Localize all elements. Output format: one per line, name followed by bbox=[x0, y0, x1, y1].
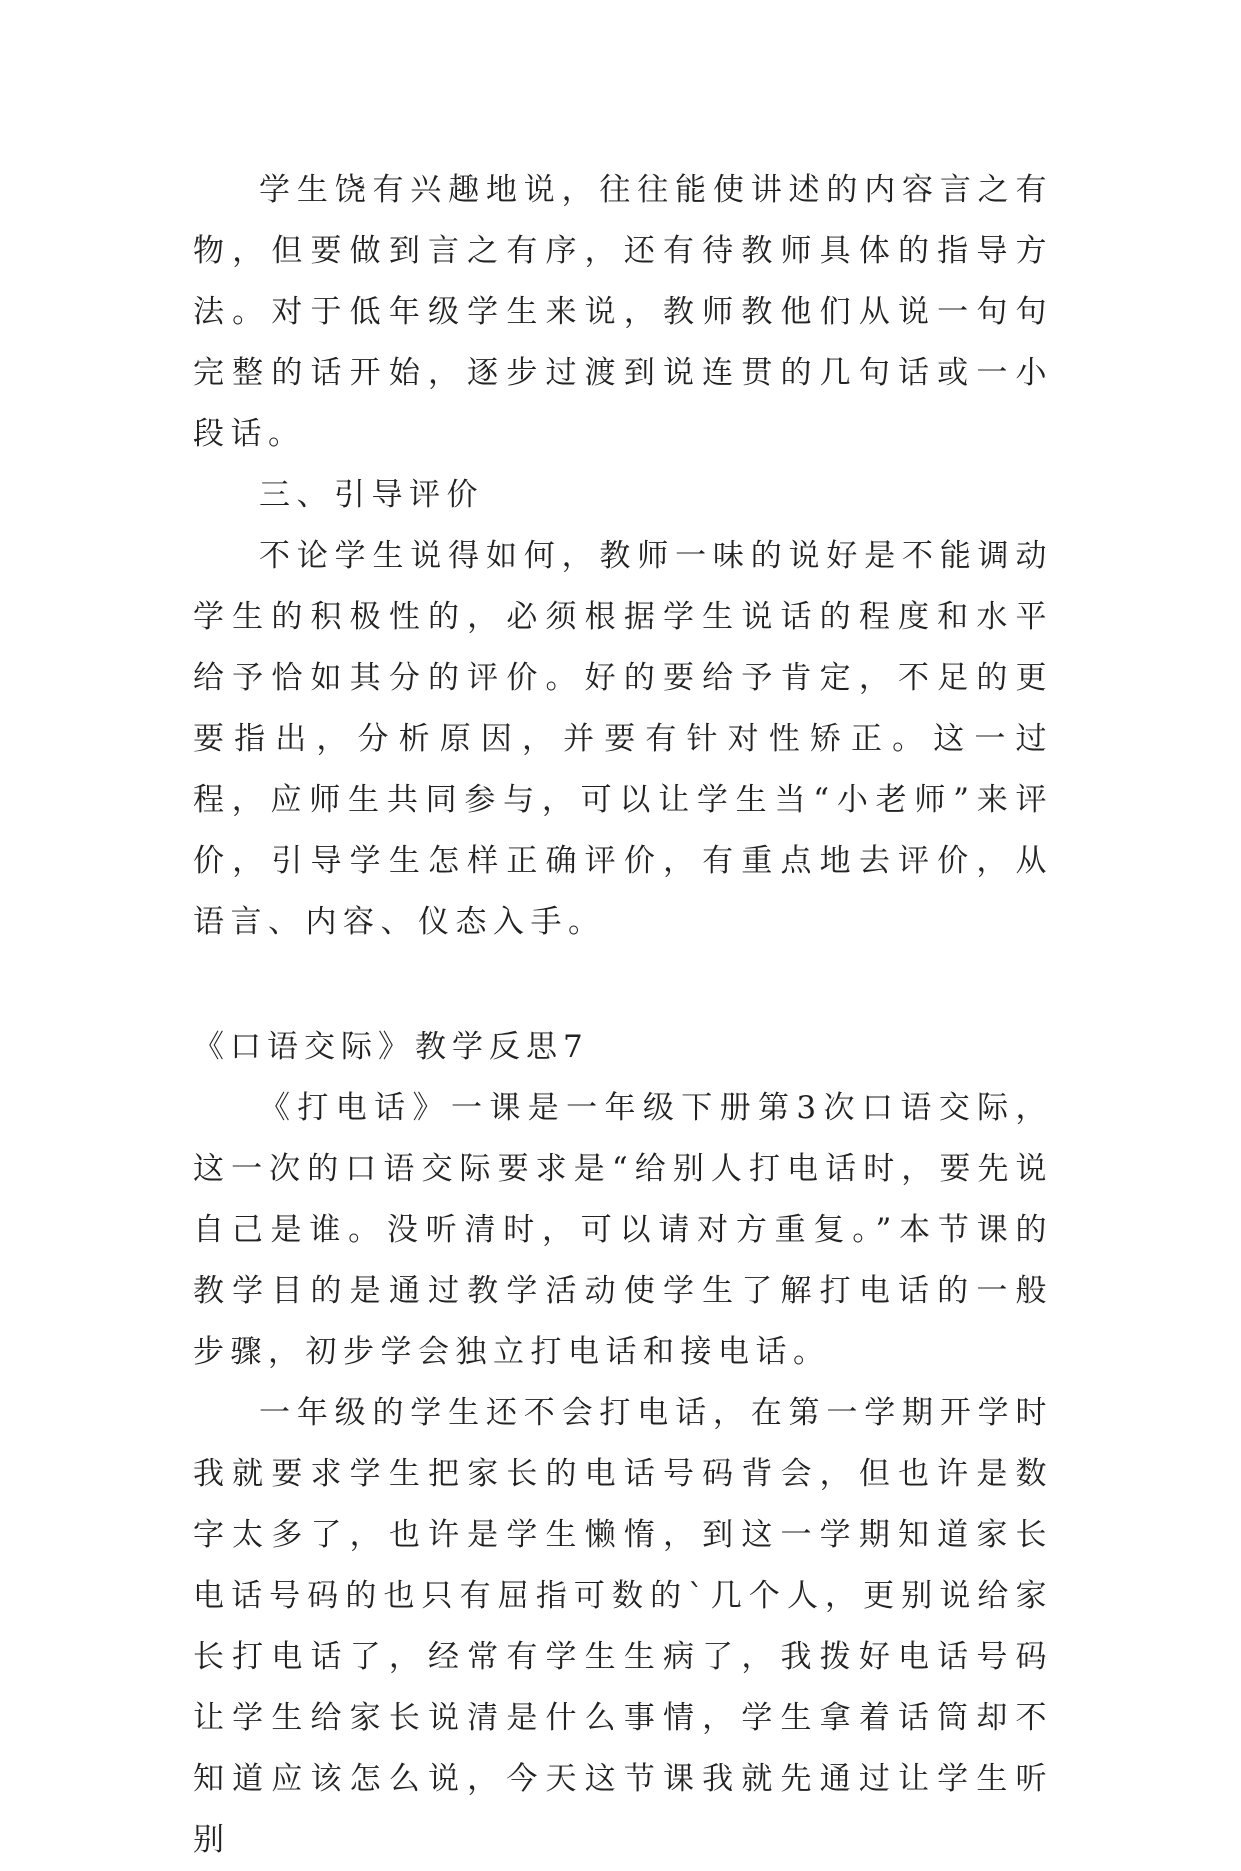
paragraph-evaluation: 不论学生说得如何，教师一味的说好是不能调动学生的积极性的，必须根据学生说话的程度和水平给予恰如其分的评价。好的要给予肯定，不足的更要指出，分析原因，并要有针对性矫正。这一过程，应师生共同参与，可以让学生当“小老师”来评价，引导学生怎样正确评价，有重点地去评价，从语言、内容、仪态入手。 bbox=[193, 538, 1053, 940]
article-title: 《口语交际》教学反思7 bbox=[193, 1029, 589, 1065]
document-body bbox=[193, 160, 1053, 1871]
section-heading-guide-evaluation: 三、引导评价 bbox=[259, 477, 484, 513]
paragraph-speaking-order: 学生饶有兴趣地说，往往能使讲述的内容言之有物，但要做到言之有序，还有待教师具体的指导方法。对于低年级学生来说，教师教他们从说一句句完整的话开始，逐步过渡到说连贯的几句话或一小段话。 bbox=[193, 172, 1053, 452]
paragraph-phone-lesson-background: 一年级的学生还不会打电话，在第一学期开学时我就要求学生把家长的电话号码背会，但也许是数字太多了，也许是学生懒惰，到这一学期知道家长电话号码的也只有屈指可数的`几个人，更别说给家长打电话了，经常有学生生病了，我拨好电话号码让学生给家长说清是什么事情，学生拿着话筒却不知道应该怎么说，今天这节课我就先通过让学生听别 bbox=[193, 1395, 1053, 1858]
paragraph-phone-lesson-intro: 《打电话》一课是一年级下册第3次口语交际，这一次的口语交际要求是“给别人打电话时，要先说自己是谁。没听清时，可以请对方重复。”本节课的教学目的是通过教学活动使学生了解打电话的一般步骤，初步学会独立打电话和接电话。 bbox=[193, 1090, 1053, 1370]
section-spacer bbox=[193, 953, 1053, 1017]
